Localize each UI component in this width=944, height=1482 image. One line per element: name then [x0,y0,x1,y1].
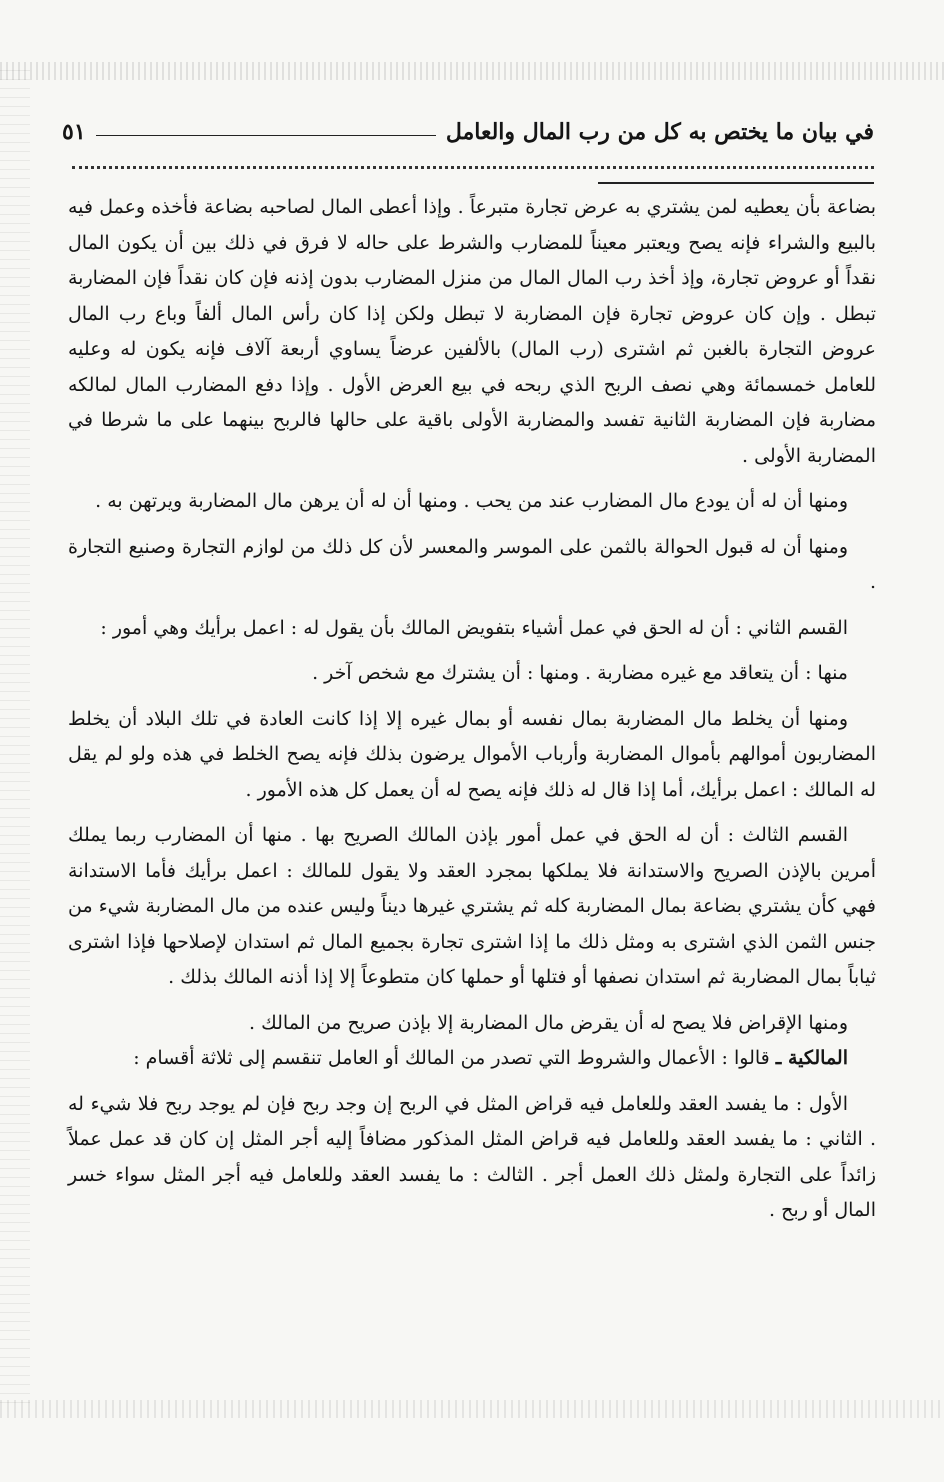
paragraph-6 [68,702,876,809]
body-text [68,190,876,1229]
running-header-title: في بيان ما يختص به كل من رب المال والعامل [445,119,874,145]
paragraph-9 [68,1041,876,1077]
paragraph-text: ومنها أن له أن يودع مال المضارب عند من يحب . ومنها أن له أن يرهن مال المضاربة ويرتهن به . [95,490,848,512]
scan-noise-left [0,70,30,1410]
paragraph-5 [68,656,876,692]
page-number: ٥١ [62,119,86,145]
paragraph-text: القسم الثالث : أن له الحق في عمل أمور بإذن المالك الصريح بها . منها أن المضارب ربما يملك أمرين بالإذن الصريح والاستدانة فلا يملكها بمجرد العقد ولا يقول للمالك : اعمل برأيك فأما الاستدانة فهي كأن يشتري بضاعة بمال المضاربة كله ثم يشتري غيرها ديناً وليس عنده من مال المضاربة شيء من جنس الثمن الذي اشترى به ومثل ذلك ما إذا اشترى تجارة بجميع المال ثم استدان لإصلاحها فإذا اشترى ثياباً بمال المضاربة ثم استدان نصفها أو فتلها أو حملها كان متطوعاً إلا إذا أذنه المالك بذلك . [68,824,876,988]
dotted-divider [72,154,874,169]
footnote-separator [598,182,874,184]
paragraph-text: ومنها أن له قبول الحوالة بالثمن على الموسر والمعسر لأن كل ذلك من لوازم التجارة وصنيع التجارة . [68,535,876,593]
paragraph-text: القسم الثاني : أن له الحق في عمل أشياء بتفويض المالك بأن يقول له : اعمل برأيك وهي أمور : [100,616,848,639]
paragraph-3 [68,530,876,601]
running-header [62,112,874,152]
paragraph-text: الأول : ما يفسد العقد وللعامل فيه قراض المثل في الربح إن وجد ربح فإن لم يوجد ربح فلا شيء له . الثاني : ما يفسد العقد وللعامل فيه قراض المثل المذكور مضافاً إليه أجر المثل إن كان قد عمل عملاً زائداً على التجارة ولمثل ذلك العمل أجر . الثالث : ما يفسد العقد وللعامل فيه أجر المثل سواء خسر المال أو ربح . [68,1092,876,1221]
paragraph-4 [68,611,876,647]
paragraph-text: بضاعة بأن يعطيه لمن يشتري به عرض تجارة متبرعاً . وإذا أعطى المال لصاحبه بضاعة فأخذه وعمل فيه بالبيع والشراء فإنه يصح ويعتبر معيناً للمضارب والشرط على حاله لا فرق في ذلك بين أن يكون المال نقداً أو عروض تجارة، وإذ أخذ رب المال المال من منزل المضارب بدون إذنه فإن كان نقداً فإن المضاربة تبطل . وإن كان عروض تجارة فإن المضاربة لا تبطل ولكن إذا كان رأس المال ألفاً وباع رب المال عروض التجارة بالغبن ثم اشترى (رب المال) بالألفين عرضاً يساوي أربعة آلاف فإنه يكون له وعليه للعامل خمسمائة وهي نصف الربح الذي ربحه في بيع العرض الأول . وإذا دفع المضارب المال لمالكه مضاربة فإن المضاربة الثانية تفسد والمضاربة الأولى باقية على حالها فالربح بينهما على ما شرطا في المضاربة الأولى . [68,196,876,467]
paragraph-8 [68,1006,876,1042]
paragraph-text: ومنها الإقراض فلا يصح له أن يقرض مال المضاربة إلا بإذن صريح من المالك . [249,1011,848,1034]
paragraph-text: منها : أن يتعاقد مع غيره مضاربة . ومنها : أن يشترك مع شخص آخر . [312,662,848,684]
paragraph-1 [68,190,876,474]
scan-noise-top [0,62,944,80]
header-rule [96,135,436,136]
paragraph-10 [68,1087,876,1229]
paragraph-text: قالوا : الأعمال والشروط التي تصدر من المالك أو العامل تنقسم إلى ثلاثة أقسام : [133,1047,776,1069]
school-label: المالكية ـ [775,1047,848,1069]
paragraph-text: ومنها أن يخلط مال المضاربة بمال نفسه أو بمال غيره إلا إذا كانت العادة في تلك البلاد أن يخلط المضاربون أموالهم بأموال المضاربة وأرباب الأموال يرضون بذلك فإنه يصح الخلط في هذه ولو لم يقل له المالك : اعمل برأيك، أما إذا قال له ذلك فإنه يصح له أن يعمل كل هذه الأمور . [68,707,876,801]
scan-noise-bottom [0,1400,944,1418]
paragraph-7 [68,818,876,996]
paragraph-2 [68,484,876,520]
